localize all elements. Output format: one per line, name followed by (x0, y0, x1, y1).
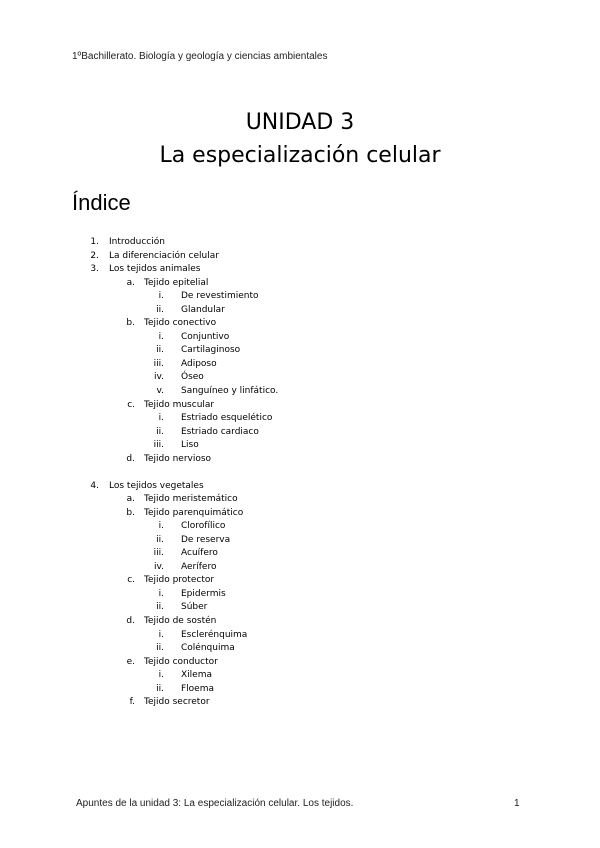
toc-label: Glandular (181, 305, 225, 315)
toc-label: Tejido epitelial (144, 278, 209, 288)
toc-marker: a. (126, 494, 135, 504)
toc-label: Clorofílico (181, 521, 226, 531)
toc-label: Tejido protector (144, 575, 215, 585)
toc-marker: ii. (156, 345, 164, 355)
toc-marker: i. (158, 630, 164, 640)
toc-marker: ii. (156, 535, 164, 545)
toc-label: Floema (181, 684, 215, 694)
toc-marker: a. (126, 278, 135, 288)
toc-label: Introducción (109, 237, 165, 247)
toc-marker: iii. (153, 440, 164, 450)
toc-label: Liso (181, 440, 199, 450)
toc-marker: i. (158, 521, 164, 531)
toc-label: De revestimiento (181, 291, 259, 301)
toc-label: Aerífero (181, 562, 217, 572)
toc-label: Esclerénquima (181, 630, 248, 640)
toc-label: Estriado esquelético (181, 413, 273, 423)
toc-label: Adiposo (181, 359, 217, 369)
toc-marker: ii. (156, 643, 164, 653)
page-header: 1ºBachillerato. Biología y geología y ciencias ambientales (72, 51, 328, 62)
toc-marker: iii. (153, 548, 164, 558)
toc-marker: b. (126, 318, 135, 328)
toc-marker: i. (158, 589, 164, 599)
toc-marker: b. (126, 508, 135, 518)
unit-title: UNIDAD 3 (245, 110, 355, 135)
toc-marker: c. (127, 400, 135, 410)
toc-label: Tejido nervioso (144, 454, 212, 464)
toc-label: Tejido de sostén (144, 616, 217, 626)
toc-label: Óseo (181, 372, 204, 382)
toc-marker: i. (158, 670, 164, 680)
toc-marker: d. (126, 616, 135, 626)
toc-marker: 1. (90, 237, 99, 247)
toc-label: Tejido conectivo (144, 318, 217, 328)
toc-marker: iv. (154, 372, 164, 382)
toc-marker: i. (158, 332, 164, 342)
toc-marker: i. (158, 291, 164, 301)
toc-label: Tejido meristemático (144, 494, 238, 504)
toc-marker: 4. (90, 481, 99, 491)
index-heading: Índice (72, 190, 131, 215)
toc-marker: iv. (154, 562, 164, 572)
page-number: 1 (514, 798, 520, 809)
toc-label: Colénquima (181, 643, 235, 653)
toc-label: Los tejidos animales (109, 264, 201, 274)
toc-marker: d. (126, 454, 135, 464)
toc-label: Tejido muscular (144, 400, 215, 410)
toc-marker: f. (129, 697, 135, 707)
toc-marker: ii. (156, 602, 164, 612)
page-footer: Apuntes de la unidad 3: La especialización celular. Los tejidos. (76, 798, 354, 809)
toc-label: Conjuntivo (181, 332, 230, 342)
toc-marker: e. (126, 657, 135, 667)
toc-label: Acuífero (181, 548, 218, 558)
toc-label: Sanguíneo y linfático. (181, 386, 279, 396)
toc-marker: iii. (153, 359, 164, 369)
toc-marker: ii. (156, 684, 164, 694)
toc-marker: ii. (156, 427, 164, 437)
toc-label: La diferenciación celular (109, 251, 219, 261)
toc-marker: c. (127, 575, 135, 585)
toc-label: Tejido secretor (144, 697, 210, 707)
unit-subtitle: La especialización celular (159, 143, 441, 168)
toc-marker: v. (156, 386, 164, 396)
toc-label: Cartilaginoso (181, 345, 241, 355)
toc-label: De reserva (181, 535, 231, 545)
toc-label: Los tejidos vegetales (109, 481, 204, 491)
toc-label: Estriado cardiaco (181, 427, 259, 437)
toc-marker: ii. (156, 305, 164, 315)
toc-label: Epidermis (181, 589, 226, 599)
toc-label: Xilema (181, 670, 212, 680)
toc-marker: 3. (90, 264, 99, 274)
toc-label: Tejido parenquimático (144, 508, 244, 518)
toc-marker: i. (158, 413, 164, 423)
toc-label: Súber (181, 602, 208, 612)
toc-label: Tejido conductor (144, 657, 218, 667)
toc-marker: 2. (90, 251, 99, 261)
